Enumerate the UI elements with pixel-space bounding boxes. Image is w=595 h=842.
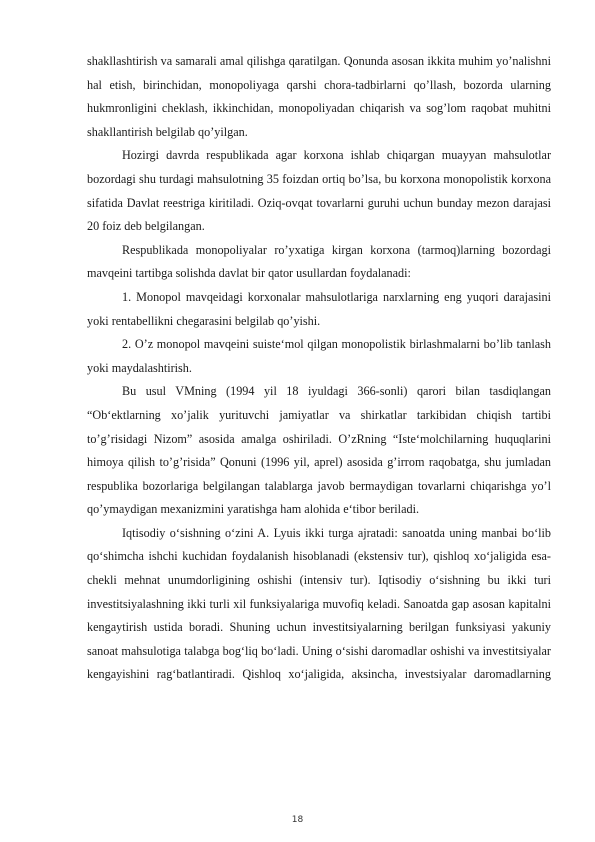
- paragraph: Hozirgi davrda respublikada agar korxona ishlab chiqargan muayyan mahsulotlar bozordagi shu turdagi mahsulotning 35 foizdan ortiq bo’lsa, bu korxona monopolistik korxona sifatida Davlat reestriga kiritiladi. Oziq-ovqat tovarlarni guruhi uchun bunday mezon darajasi 20 foiz deb belgilangan.: [87, 148, 551, 234]
- paragraph: Iqtisodiy o‘sishning o‘zini A. Lyuis ikki turga ajratadi: sanoatda uning manbai bo‘lib qo‘shimcha ishchi kuchidan foydalanish hisoblanadi (ekstensiv tur), qishloq xo‘jaligida esa- chekli mehnat unumdorligining oshishi (intensiv tur). Iqtisodiy o‘sishning bu ikki turi investitsiyalashning ikki turli xil funksiyalariga muvofiq keladi. Sanoatda gap asosan kapitalni kengaytirish ustida boradi. Shuning uchun investitsiyalarning berilgan funksiyasi yakuniy sanoat mahsulotiga talabga bog‘liq bo‘ladi. Uning o‘sishi daromadlar oshishi va investitsiyalar kengayishini rag‘batlantiradi. Qishloq xo‘jaligida, aksincha, investsiyalar daromadlarning: [87, 525, 551, 682]
- document-page: [87, 50, 551, 687]
- paragraph: Respublikada monopoliyalar ro’yxatiga kirgan korxona (tarmoq)larning bozordagi mavqeini tartibga solishda davlat bir qator usullardan foydalanadi:: [87, 242, 551, 281]
- paragraph: shakllashtirish va samarali amal qilishga qaratilgan. Qonunda asosan ikkita muhim yo’nalishni hal etish, birinchidan, monopoliyaga qarshi chora-tadbirlarni qo’llash, bozorda ularning hukmronligini cheklash, ikkinchidan, monopoliyadan chiqarish va sog’lom raqobat muhitni shakllantirish belgilab qo’yilgan.: [87, 54, 551, 139]
- page-number: 18: [291, 815, 304, 825]
- paragraph: 1. Monopol mavqeidagi korxonalar mahsulotlariga narxlarning eng yuqori darajasini yoki rentabellikni chegarasini belgilab qo’yishi.: [87, 289, 551, 328]
- paragraph: 2. O’z monopol mavqeini suiste‘mol qilgan monopolistik birlashmalarni bo’lib tanlash yoki maydalashtirish.: [87, 337, 551, 375]
- paragraph: Bu usul VMning (1994 yil 18 iyuldagi 366-sonli) qarori bilan tasdiqlangan “Ob‘ektlarning xo’jalik yurituvchi jamiyatlar va shirkatlar tarkibidan chiqish tartibi to’g’risidagi Nizom” asosida amalga oshiriladi. O’zRning “Iste‘molchilarning huquqlarini himoya qilish to’g’risida” Qonuni (1996 yil, aprel) asosida g’irrom raqobatga, shu jumladan respublika bozorlariga belgilangan talablarga javob bermaydigan tovarlarni chiqarishga yo’l qo’ymaydigan mexanizmini yaratishga ham alohida e‘tibor beriladi.: [87, 384, 551, 517]
